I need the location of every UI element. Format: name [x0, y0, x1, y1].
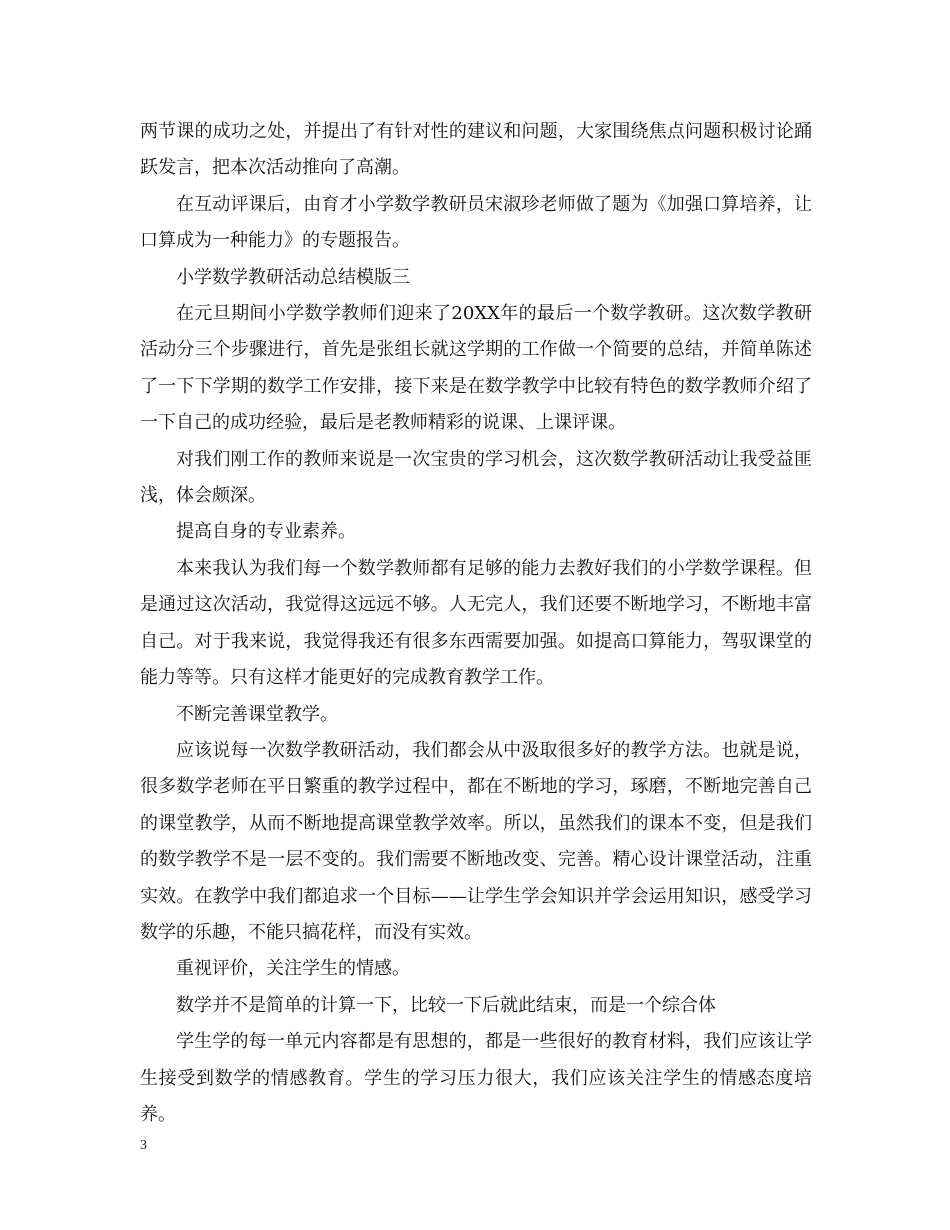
- paragraph-6: 应该说每一次数学教研活动，我们都会从中汲取很多好的教学方法。也就是说，很多数学老师在平日繁重的教学过程中，都在不断地的学习，琢磨，不断地完善自己的课堂教学，从而不断地提高课堂教学效率。所以，虽然我们的课本不变，但是我们的数学教学不是一层不变的。我们需要不断地改变、完善。精心设计课堂活动，注重实效。在教学中我们都追求一个目标——让学生学会知识并学会运用知识，感受学习数学的乐趣，不能只搞花样，而没有实效。: [140, 739, 812, 943]
- subheading-improve-teaching: 不断完善课堂教学。: [176, 703, 338, 725]
- paragraph-5: 本来我认为我们每一个数学教师都有足够的能力去教好我们的小学数学课程。但是通过这次活动，我觉得这远远不够。人无完人，我们还要不断地学习，不断地丰富自己。对于我来说，我觉得我还有很多东西需要加强。如提高口算能力，驾驭课堂的能力等等。只有这样才能更好的完成教育教学工作。: [140, 557, 812, 689]
- paragraph-1: 两节课的成功之处，并提出了有针对性的建议和问题，大家围绕焦点问题积极讨论踊跃发言，把本次活动推向了高潮。: [140, 121, 812, 179]
- subheading-evaluation: 重视评价，关注学生的情感。: [176, 958, 410, 980]
- paragraph-7: 数学并不是简单的计算一下，比较一下后就此结束，而是一个综合体: [176, 994, 716, 1016]
- paragraph-2: 在互动评课后，由育才小学数学教研员宋淑珍老师做了题为《加强口算培养，让口算成为一种能力》的专题报告。: [140, 193, 812, 252]
- document-body: [140, 114, 812, 1133]
- paragraph-3: 在元旦期间小学数学教师们迎来了20XX年的最后一个数学教研。这次数学教研活动分三个步骤进行，首先是张组长就这学期的工作做一个简要的总结，并简单陈述了一下下学期的数学工作安排，接下来是在数学教学中比较有特色的数学教师介绍了一下自己的成功经验，最后是老教师精彩的说课、上课评课。: [140, 303, 812, 434]
- section-heading: 小学数学教研活动总结模版三: [176, 266, 410, 288]
- page-number: 3: [140, 1138, 147, 1153]
- paragraph-4: 对我们刚工作的教师来说是一次宝贵的学习机会，这次数学教研活动让我受益匪浅，体会颇深。: [140, 448, 812, 507]
- paragraph-8: 学生学的每一单元内容都是有思想的，都是一些很好的教育材料，我们应该让学生接受到数学的情感教育。学生的学习压力很大，我们应该关注学生的情感态度培养。: [140, 1031, 812, 1125]
- subheading-professional-quality: 提高自身的专业素养。: [176, 521, 356, 543]
